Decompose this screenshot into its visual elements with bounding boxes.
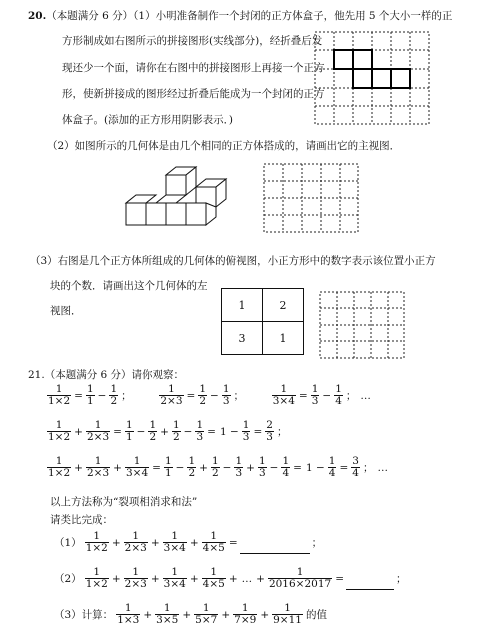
- math-symbol: +: [143, 608, 153, 621]
- fraction: $\frac{1}{2\times 3}$: [160, 383, 183, 407]
- math-symbol: −: [136, 425, 146, 438]
- math-symbol: （2）: [54, 573, 82, 585]
- math-symbol: +: [113, 461, 122, 474]
- cube-solid-lines: [126, 167, 226, 225]
- math-symbol: +: [150, 536, 160, 549]
- fraction: $\frac{1}{3}$: [222, 383, 230, 407]
- fraction: $\frac{1}{3\times 4}$: [163, 530, 186, 554]
- fraction: $\frac{1}{1\times 2}$: [48, 455, 71, 479]
- q21-heading: [28, 367, 184, 382]
- q21-subq3: [52, 603, 329, 626]
- fraction: $\frac{1}{2}$: [172, 419, 180, 443]
- math-symbol: +: [260, 608, 270, 621]
- math-symbol: ；: [362, 462, 374, 474]
- math-symbol: =: [186, 389, 196, 402]
- math-symbol: ；: [233, 390, 245, 402]
- math-symbol: +: [111, 572, 121, 585]
- math-symbol: ；: [276, 426, 288, 438]
- q20-part1-line1: （1）小明准备制作一个封闭的正方体盒子，他先用 5 个大小一样的正: [133, 10, 453, 22]
- math-symbol: +: [111, 536, 121, 549]
- front-view-grid: [262, 162, 362, 234]
- fraction: $\frac{1}{1}$: [86, 383, 94, 407]
- q21-example-row2: [46, 420, 289, 443]
- q21-example-row1: [46, 384, 373, 407]
- answer-blank-2[interactable]: [346, 578, 394, 590]
- math-symbol: =: [339, 461, 349, 474]
- q21-conclusion: 以上方法称为“裂项相消求和法”: [50, 496, 198, 508]
- fraction: $\frac{1}{2}$: [149, 419, 157, 443]
- fraction: $\frac{1}{1\times 2}$: [85, 530, 108, 554]
- fraction: $\frac{1}{3}$: [235, 455, 243, 479]
- fraction: $\frac{1}{1}$: [164, 455, 172, 479]
- answer-blank-1[interactable]: [240, 542, 310, 554]
- math-symbol: +: [160, 425, 169, 438]
- top-view-cell: 1: [222, 289, 263, 322]
- net-shape-solid: [334, 50, 410, 88]
- cube-solid-figure: [122, 165, 237, 235]
- math-symbol: =: [298, 389, 308, 402]
- fraction: $\frac{1}{2}$: [199, 383, 207, 407]
- fraction: $\frac{1}{4}$: [335, 383, 342, 407]
- fraction: $\frac{1}{3\times 5}$: [156, 602, 179, 626]
- q20-heading: [28, 8, 452, 23]
- fraction: $\frac{1}{2\times 3}$: [86, 419, 110, 443]
- math-symbol: +: [256, 572, 265, 585]
- math-symbol: −: [210, 389, 219, 402]
- fraction: $\frac{1}{1\times 2}$: [85, 566, 108, 590]
- math-symbol: +: [189, 536, 199, 549]
- fraction: $\frac{1}{3}$: [242, 419, 250, 443]
- math-symbol: ；: [121, 390, 132, 402]
- math-symbol: =: [335, 572, 344, 585]
- math-symbol: =: [152, 461, 161, 474]
- net-grid-figure: [313, 30, 433, 126]
- fraction: $\frac{1}{9\times 11}$: [273, 602, 302, 626]
- math-symbol: +: [150, 572, 160, 585]
- math-symbol: +: [74, 461, 83, 474]
- math-symbol: =: [74, 389, 83, 402]
- fraction: $\frac{1}{2\times 3}$: [124, 566, 147, 590]
- fraction: $\frac{1}{3\times 4}$: [163, 566, 186, 590]
- math-symbol: +: [246, 461, 255, 474]
- top-view-table: [221, 288, 304, 355]
- fraction: $\frac{1}{2016\times 2017}$: [268, 566, 332, 590]
- math-symbol: +: [182, 608, 192, 621]
- math-symbol: 的值: [305, 609, 327, 621]
- q21-number: 21.: [28, 369, 45, 381]
- math-symbol: …: [360, 389, 371, 402]
- math-symbol: （3）计算：: [54, 609, 114, 621]
- math-symbol: …: [377, 461, 388, 474]
- math-symbol: =: [253, 425, 263, 438]
- math-symbol: ；: [396, 573, 407, 585]
- math-symbol: ；: [345, 390, 357, 402]
- fraction: $\frac{1}{2}$: [188, 455, 196, 479]
- math-symbol: +: [228, 572, 238, 585]
- fraction: $\frac{1}{2\times 3}$: [86, 455, 110, 479]
- q21-header: （本题满分 6 分）请你观察：: [44, 369, 185, 381]
- q20-part3-line2: 块的个数．请画出这个几何体的左: [50, 280, 208, 292]
- fraction: $\frac{1}{3}$: [258, 455, 266, 479]
- q20-part1-line3: 现还少一个面，请你在右图中的拼接图形上再接一个正方: [62, 62, 325, 74]
- math-symbol: +: [221, 608, 231, 621]
- fraction: $\frac{1}{2}$: [211, 455, 219, 479]
- math-symbol: +: [74, 425, 83, 438]
- math-symbol: （1）: [54, 537, 82, 549]
- fraction: $\frac{1}{5\times 7}$: [195, 602, 218, 626]
- fraction: $\frac{1}{2\times 3}$: [124, 530, 147, 554]
- math-symbol: =: [207, 425, 216, 438]
- fraction: $\frac{1}{4}$: [282, 455, 290, 479]
- math-symbol: −: [183, 425, 193, 438]
- math-symbol: +: [199, 461, 208, 474]
- q21-prompt: 请类比完成：: [50, 514, 113, 526]
- q21-subq1: [52, 531, 324, 554]
- fraction: $\frac{1}{7\times 9}$: [234, 602, 257, 626]
- fraction: $\frac{1}{1\times 2}$: [48, 419, 71, 443]
- math-symbol: −: [97, 389, 107, 402]
- math-symbol: −: [222, 461, 232, 474]
- fraction: $\frac{1}{4}$: [328, 455, 336, 479]
- math-symbol: =: [113, 425, 122, 438]
- q20-part2: （2）如图所示的几何体是由几个相同的正方体搭成的，请画出它的主视图．: [47, 140, 401, 152]
- math-symbol: +: [189, 572, 199, 585]
- math-symbol: =: [293, 461, 302, 474]
- math-symbol: ；: [311, 537, 323, 549]
- q20-part1-line4: 形，使新拼接成的图形经过折叠后能成为一个封闭的正方: [62, 88, 325, 100]
- q20-part1-line5: 体盒子。(添加的正方形用阴影表示．): [62, 114, 233, 126]
- fraction: $\frac{1}{3}$: [311, 383, 319, 407]
- math-symbol: −: [175, 461, 185, 474]
- math-symbol: 1 −: [219, 425, 239, 438]
- q20-header: （本题满分 6 分）: [46, 10, 134, 22]
- fraction: $\frac{1}{3\times 4}$: [125, 455, 149, 479]
- left-view-grid: [318, 290, 408, 362]
- fraction: $\frac{1}{4\times 5}$: [202, 566, 225, 590]
- fraction: $\frac{1}{1\times 3}$: [117, 602, 140, 626]
- q20-number: 20.: [28, 10, 47, 22]
- fraction: $\frac{2}{3}$: [266, 419, 273, 443]
- math-symbol: −: [269, 461, 279, 474]
- fraction: $\frac{1}{4\times 5}$: [202, 530, 225, 554]
- math-symbol: −: [322, 389, 332, 402]
- fraction: $\frac{1}{3\times 4}$: [272, 383, 295, 407]
- top-view-cell: 2: [263, 289, 304, 322]
- q21-subq2: [52, 567, 409, 590]
- math-symbol: 1 −: [305, 461, 325, 474]
- fraction: $\frac{1}{1\times 2}$: [48, 383, 71, 407]
- q20-part3-line3: 视图．: [50, 305, 82, 317]
- fraction: $\frac{1}{2}$: [110, 383, 118, 407]
- top-view-cell: 1: [263, 322, 304, 355]
- fraction: $\frac{1}{1}$: [125, 419, 133, 443]
- fraction: $\frac{1}{3}$: [196, 419, 204, 443]
- q21-example-row3: [46, 456, 390, 479]
- top-view-cell: 3: [222, 322, 263, 355]
- fraction: $\frac{3}{4}$: [352, 455, 359, 479]
- q20-part3-line1: （3）右图是几个正方体所组成的几何体的俯视图，小正方形中的数字表示该位置小正方: [30, 255, 436, 267]
- math-symbol: =: [228, 536, 238, 549]
- math-symbol: …: [241, 572, 253, 585]
- q20-part1-line2: 方形制成如右图所示的拼接图形(实线部分)，经折叠后发: [62, 35, 323, 47]
